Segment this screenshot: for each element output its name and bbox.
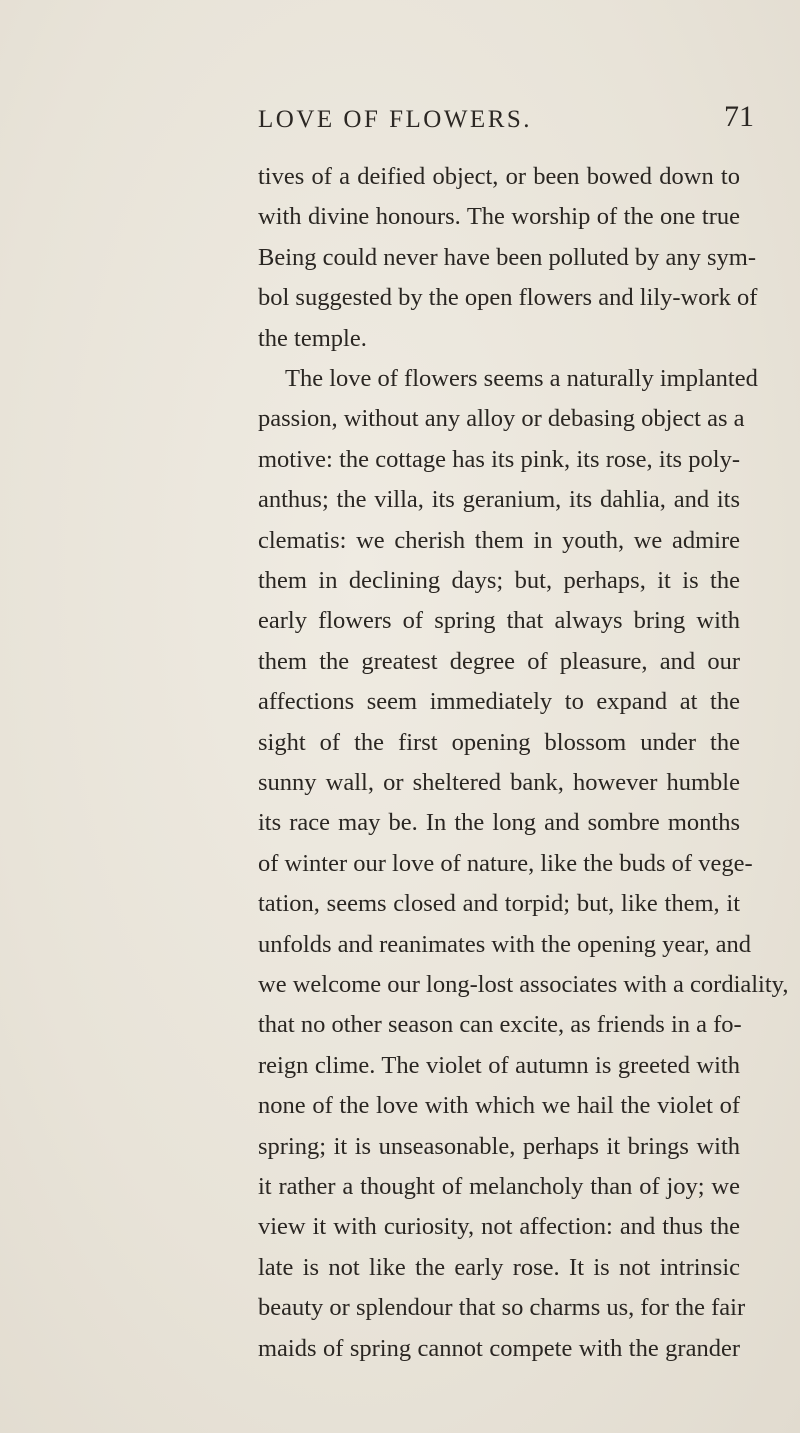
text-line: spring; it is unseasonable, perhaps it brings with bbox=[258, 1132, 740, 1160]
text-line: beauty or splendour that so charms us, for the fair bbox=[258, 1294, 746, 1322]
text-line: them in declining days; but, perhaps, it is the bbox=[258, 567, 740, 594]
page-number: 71 bbox=[724, 100, 754, 133]
text-line: anthus; the villa, its geranium, its dahlia, and its bbox=[258, 486, 740, 514]
text-line: tation, seems closed and torpid; but, like them, it bbox=[258, 890, 740, 918]
paragraph-first-line: The love of flowers seems a naturally implanted bbox=[285, 365, 758, 392]
text-line: unfolds and reanimates with the opening year, and bbox=[258, 930, 751, 958]
text-line: tives of a deified object, or been bowed down to bbox=[258, 163, 740, 190]
text-line: its race may be. In the long and sombre months bbox=[258, 809, 740, 837]
text-line: them the greatest degree of pleasure, and our bbox=[258, 647, 740, 675]
text-line: passion, without any alloy or debasing object as a bbox=[258, 405, 745, 433]
text-line: sight of the first opening blossom under the bbox=[258, 728, 740, 756]
text-line: none of the love with which we hail the violet of bbox=[258, 1092, 740, 1120]
text-line: with divine honours. The worship of the one true bbox=[258, 203, 740, 231]
text-line: it rather a thought of melancholy than of joy; we bbox=[258, 1173, 740, 1200]
text-line: Being could never have been polluted by any sym- bbox=[258, 243, 757, 271]
text-line: that no other season can excite, as friends in a fo- bbox=[258, 1011, 742, 1039]
text-line: late is not like the early rose. It is not intrinsic bbox=[258, 1253, 740, 1281]
text-line: reign clime. The violet of autumn is greeted with bbox=[258, 1051, 740, 1079]
text-line: bol suggested by the open flowers and lily-work of bbox=[258, 284, 758, 312]
text-line: early flowers of spring that always bring with bbox=[258, 607, 740, 635]
running-head: LOVE OF FLOWERS. bbox=[258, 106, 533, 133]
text-line: of winter our love of nature, like the buds of vege- bbox=[258, 849, 753, 877]
text-line: we welcome our long-lost associates with a cordiality, bbox=[258, 971, 789, 998]
text-line: clematis: we cherish them in youth, we admire bbox=[258, 526, 740, 554]
text-line: the temple. bbox=[258, 324, 367, 352]
text-line: maids of spring cannot compete with the grander bbox=[258, 1334, 740, 1362]
text-line: view it with curiosity, not affection: and thus the bbox=[258, 1213, 740, 1241]
text-line: motive: the cottage has its pink, its rose, its poly- bbox=[258, 445, 740, 473]
text-line: sunny wall, or sheltered bank, however humble bbox=[258, 769, 740, 796]
text-line: affections seem immediately to expand at the bbox=[258, 688, 740, 716]
